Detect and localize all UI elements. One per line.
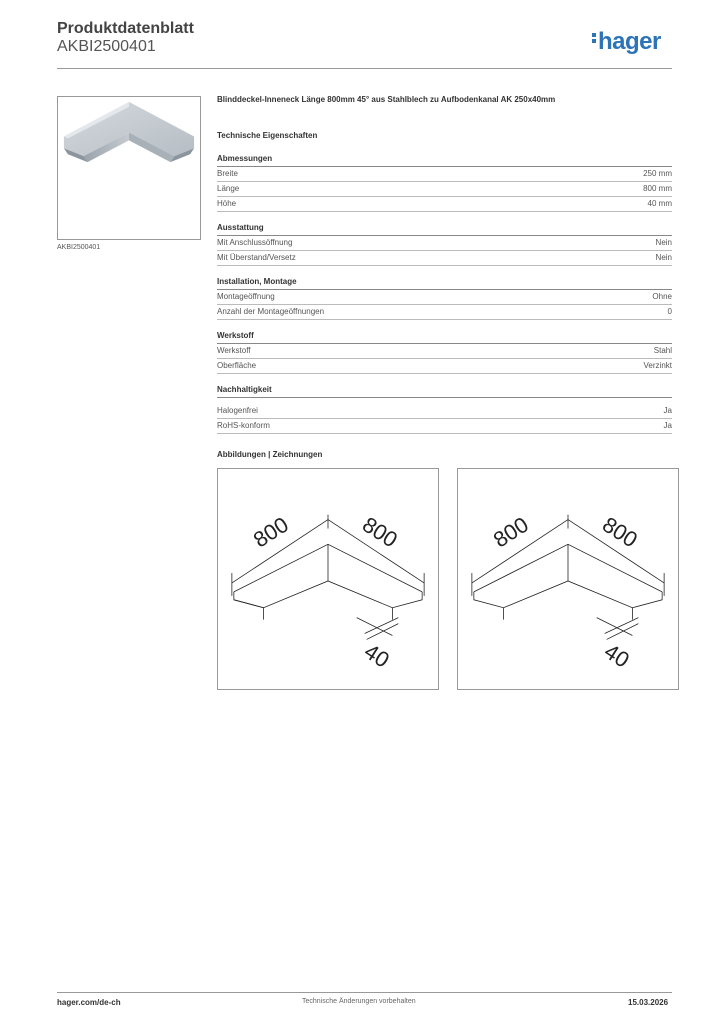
logo-dots-icon	[592, 31, 597, 45]
row-label: Höhe	[217, 199, 237, 208]
table-row	[217, 197, 672, 212]
row-value: Ohne	[652, 292, 672, 301]
drawing-2	[457, 468, 679, 690]
row-label: Montageöffnung	[217, 292, 275, 301]
section-installation	[217, 277, 672, 320]
article-number: AKBI2500401	[57, 38, 156, 55]
section-title: Ausstattung	[217, 223, 672, 236]
row-label: Mit Anschlussöffnung	[217, 238, 293, 247]
row-value: 250 mm	[643, 169, 672, 178]
row-value: Verzinkt	[643, 361, 672, 370]
dim-left: 800	[248, 511, 293, 553]
table-row	[217, 344, 672, 359]
table-row	[217, 251, 672, 266]
row-label: Anzahl der Montageöffnungen	[217, 307, 325, 316]
section-title: Abmessungen	[217, 154, 672, 167]
row-value: 800 mm	[643, 184, 672, 193]
logo-text: hager	[598, 28, 661, 55]
tech-heading: Technische Eigenschaften	[217, 131, 318, 140]
table-row	[217, 359, 672, 374]
row-label: RoHS-konform	[217, 421, 270, 430]
dim-right: 800	[357, 511, 403, 553]
product-image	[57, 96, 201, 240]
technical-drawing-icon	[458, 469, 678, 689]
dim-height: 40	[599, 638, 634, 673]
footer-note: Technische Änderungen vorbehalten	[302, 998, 416, 1005]
dim-height: 40	[359, 638, 394, 673]
drawing-1	[217, 468, 439, 690]
table-row	[217, 419, 672, 434]
table-row	[217, 182, 672, 197]
section-ausstattung	[217, 223, 672, 266]
product-image-caption: AKBI2500401	[57, 244, 101, 251]
row-label: Werkstoff	[217, 346, 251, 355]
footer-date: 15.03.2026	[628, 998, 669, 1007]
table-row	[217, 167, 672, 182]
corner-cover-icon	[58, 97, 200, 239]
row-value: 40 mm	[647, 199, 672, 208]
footer-website-link[interactable]: hager.com/de-ch	[57, 998, 121, 1007]
section-werkstoff	[217, 331, 672, 374]
row-label: Breite	[217, 169, 238, 178]
row-label: Oberfläche	[217, 361, 257, 370]
dim-left: 800	[488, 511, 533, 553]
row-value: Ja	[663, 406, 672, 415]
section-abmessungen	[217, 154, 672, 212]
header-divider	[57, 68, 672, 69]
hager-logo	[592, 28, 661, 56]
row-label: Mit Überstand/Versetz	[217, 253, 296, 262]
row-value: 0	[667, 307, 672, 316]
product-details	[217, 95, 672, 459]
row-label: Länge	[217, 184, 240, 193]
footer-divider	[57, 992, 672, 993]
row-value: Ja	[663, 421, 672, 430]
row-value: Stahl	[653, 346, 672, 355]
section-title: Nachhaltigkeit	[217, 385, 672, 398]
row-value: Nein	[655, 253, 672, 262]
figures-heading: Abbildungen | Zeichnungen	[217, 450, 323, 459]
page-title: Produktdatenblatt	[57, 20, 194, 37]
product-description: Blinddeckel-Inneneck Länge 800mm 45° aus Stahlblech zu Aufbodenkanal AK 250x40mm	[217, 95, 556, 104]
table-row	[217, 305, 672, 320]
table-row	[217, 236, 672, 251]
table-row	[217, 290, 672, 305]
row-value: Nein	[655, 238, 672, 247]
table-row	[217, 404, 672, 419]
section-title: Installation, Montage	[217, 277, 672, 290]
section-nachhaltigkeit	[217, 385, 672, 434]
technical-drawing-icon	[218, 469, 438, 689]
section-title: Werkstoff	[217, 331, 672, 344]
dim-right: 800	[597, 511, 643, 553]
row-label: Halogenfrei	[217, 406, 258, 415]
